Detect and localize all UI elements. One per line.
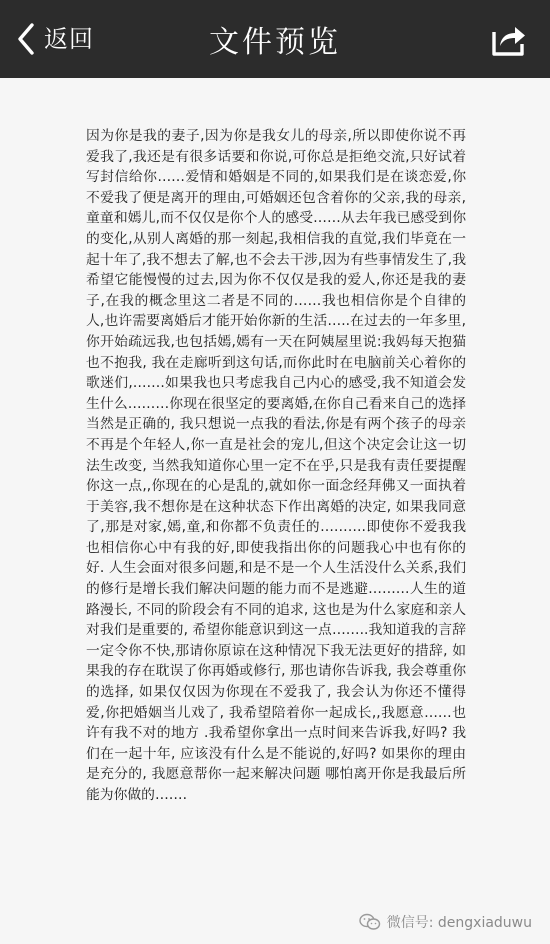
- document-preview[interactable]: [0, 78, 550, 944]
- back-label: 返回: [44, 25, 94, 53]
- chevron-left-icon: [16, 22, 36, 56]
- wechat-icon: [359, 913, 381, 931]
- page-title: 文件预览: [209, 25, 341, 60]
- back-button[interactable]: [16, 18, 94, 60]
- letter-text: 因为你是我的妻子,因为你是我女儿的母亲,所以即使你说不再爱我了,我还是有很多话要和你说,可你总是拒绝交流,只好试着写封信给你……爱情和婚姻是不同的,如果我们是在谈恋爱,你不爱我了便是离开的理由,可婚姻还包含着你的父亲,我的母亲,童童和嫣儿,而不仅仅是你个人的感受……从去年我已感受到你的变化,从别人离婚的那一刻起,我相信我的直觉,我们毕竟在一起十年了,我不想去了解,也不会去干涉,因为有些事情发生了,我希望它能慢慢的过去,因为你不仅仅是我的爱人,你还是我的妻子,在我的概念里这二者是不同的……我也相信你是个自律的人,也许需要离婚后才能开始你新的生活…..在过去的一年多里,你开始疏远我,也包括嫣,嫣有一天在阿姨屋里说:我妈每天抱猫也不抱我, 我在走廊听到这句话,而你此时在电脑前关心着你的歌迷们,…….如果我也只考虑我自己内心的感受,我不知道会发生什么………你现在很坚定的要离婚,在你自己看来自己的选择当然是正确的, 我只想说一点我的看法,你是有两个孩子的母亲不再是个年轻人,你一直是社会的宠儿,但这个决定会让这一切法生改变, 当然我知道你心里一定不在乎,只是我有责任要提醒你这一点,,你现在的心是乱的,就如你一面念经拜佛又一面执着于美容,我不想你是在这种状态下作出离婚的决定, 如果我同意了,那是对家,嫣,童,和你都不负责任的……….即使你不爱我我也相信你心中有我的好,即使我指出你的问题我心中也有你的好. 人生会面对很多问题,和是不是一个人生活没什么关系,我们的修行是增长我们解决问题的能力而不是逃避………人生的道路漫长, 不同的阶段会有不同的追求, 这也是为什么家庭和亲人对我们是重要的, 希望你能意识到这一点……..我知道我的言辞一定令你不快,那请你原谅在这种情况下我无法更好的措辞, 如果我的存在耽误了你再婚或修行, 那也请你告诉我, 我会尊重你的选择, 如果仅仅因为你现在不爱我了, 我会认为你还不懂得爱,你把婚姻当儿戏了, 我希望陪着你一起成长,,我愿意……也许有我不对的地方 .我希望你拿出一点时间来告诉我,好吗? 我们在一起十年, 应该没有什么是不能说的,好吗? 如果你的理由是充分的, 我愿意帮你一起来解决问题 哪怕离开你是我最后所能为你做的…….: [86, 128, 466, 803]
- watermark: [359, 912, 532, 932]
- watermark-text: 微信号: dengxiaduwu: [386, 915, 532, 931]
- top-navigation-bar: [0, 0, 550, 78]
- share-button[interactable]: [490, 20, 528, 58]
- share-icon: [490, 20, 528, 58]
